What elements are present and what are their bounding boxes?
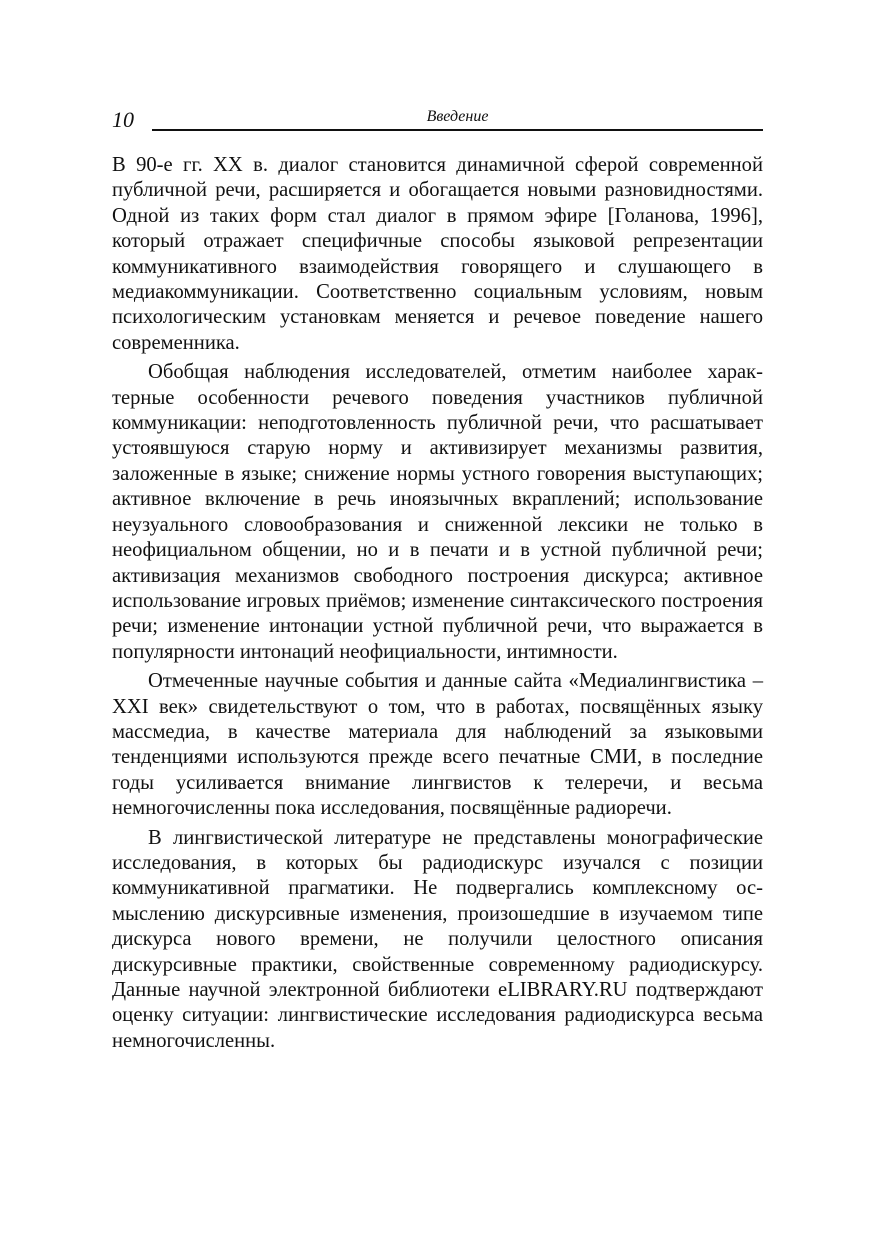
running-title: Введение: [426, 108, 489, 125]
paragraph-2: Обобщая наблюдения исследователей, отметим наиболее характерные особенности речевого поведения участников публичной коммуникации: неподготовленность публичной речи, что расшатывает устоявшуюся старую норму и активизирует механизмы развития, заложенные в языке; снижение нормы устного говорения выступающих; активное включение в речь иноязычных вкраплений; использование неузуального словообразования и сниженной лексики не только в неофициальном общении, но и в печати и в устной публичной речи; активизация механизмов свободного построения дискурса; активное использование игровых приёмов; изменение синтаксического построения речи; изменение интонации устной публичной речи, что выражается в популярности интонаций неофициальности, интимности.: [112, 361, 763, 663]
page-number: 10: [112, 107, 134, 132]
header-rule: [152, 129, 763, 131]
paragraph-1: В 90-е гг. XX в. диалог становится динамичной сферой современной публичной речи, расширяется и обогащается новыми разновидностями. Одной из таких форм стал диалог в прямом эфире [Голанова, 1996], который отражает специфичные способы языковой репрезентации коммуникативного взаимодействия говорящего и слушающего в медиакоммуникации. Соответственно социальным условиям, новым психологическим установкам меняется и речевое поведение нашего современника.: [112, 154, 763, 354]
paragraph-3: Отмеченные научные события и данные сайта «Медиалингвистика – XXI век» свидетельствуют о том, что в работах, посвящённых языку массмедиа, в качестве материала для наблюдений за языковыми тенденциями используются прежде всего печатные СМИ, в последние годы усиливается внимание лингвистов к телеречи, и весьма немногочисленны пока исследования, посвящённые радиоречи.: [112, 670, 763, 820]
paragraph-4: В лингвистической литературе не представлены монографические исследования, в которых бы радиодискурс изучался с позиции коммуникативной прагматики. Не подвергались комплексному осмыслению дискурсивные изменения, произошедшие в изучаемом типе дискурса нового времени, не получили целостного описания дискурсивные практики, свойственные современному радиодискурсу. Данные научной электронной библиотеки eLIBRARY.RU подтверждают оценку ситуации: лингвистические исследования радиодискурса весьма немногочисленны.: [112, 826, 763, 1052]
body-text: [112, 153, 763, 1058]
